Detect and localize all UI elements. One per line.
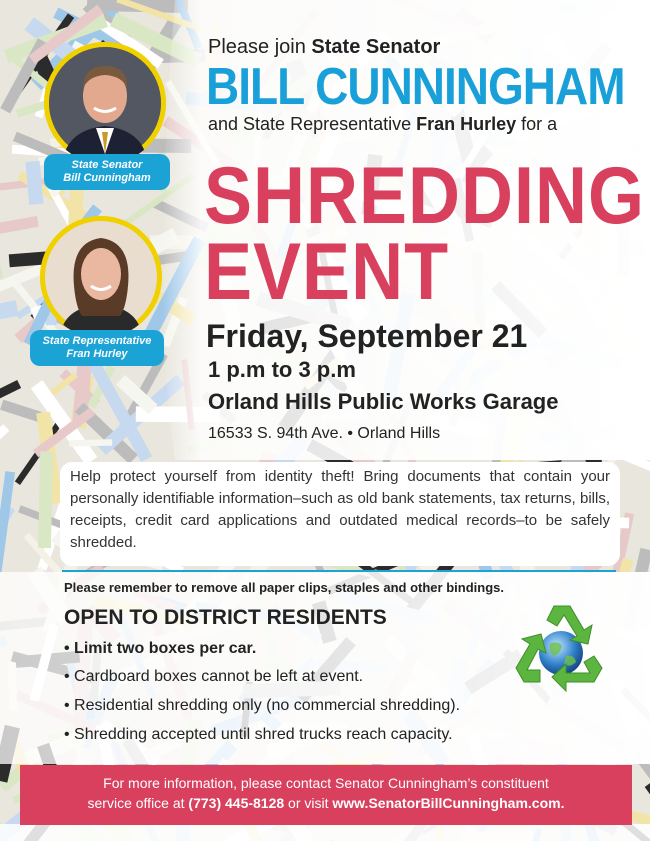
- rule-bullet-4: • Shredding accepted until shred trucks reach capacity.: [64, 726, 453, 743]
- reminder-text: Please remember to remove all paper clips, staples and other bindings.: [64, 580, 504, 595]
- footer-banner: [20, 765, 632, 825]
- senator-caption-title: State Senator: [71, 159, 143, 171]
- representative-line: [208, 114, 557, 135]
- shred-strip: [38, 451, 53, 548]
- event-title-line-2: EVENT: [204, 227, 450, 317]
- divider-rule: [62, 570, 616, 572]
- footer-line-2: [20, 793, 632, 813]
- footer-line-2-mid: or visit: [284, 795, 333, 811]
- representative-caption-title: State Representative: [42, 335, 152, 347]
- rep-name: Fran Hurley: [416, 114, 517, 134]
- recycle-globe-icon: [510, 598, 612, 700]
- footer-website-link[interactable]: www.SenatorBillCunningham.com.: [332, 795, 565, 811]
- rule-bullet-1: • Limit two boxes per car.: [64, 640, 257, 657]
- senator-caption-name: Bill Cunningham: [63, 172, 151, 184]
- rep-prefix: and State Representative: [208, 114, 417, 134]
- event-time: 1 p.m to 3 p.m: [208, 357, 356, 382]
- event-address: 16533 S. 94th Ave. • Orland Hills: [208, 425, 441, 442]
- event-venue: Orland Hills Public Works Garage: [208, 389, 559, 414]
- info-paragraph: Help protect yourself from identity theft! Bring documents that contain your personally identifiable information–such as old bank statements, tax returns, bills, receipts, credit card applications and outdated medical records–to be safely shredded.: [70, 468, 610, 551]
- info-paragraph-box: [60, 462, 620, 566]
- event-date: Friday, September 21: [206, 318, 528, 354]
- representative-caption-badge: [30, 330, 164, 366]
- rule-bullet-3: • Residential shredding only (no commercial shredding).: [64, 697, 461, 714]
- rule-bullet-2: • Cardboard boxes cannot be left at event.: [64, 668, 364, 685]
- representative-portrait: [40, 216, 162, 338]
- footer-line-1: For more information, please contact Senator Cunningham’s constituent: [103, 775, 549, 791]
- event-title-line-1: SHREDDING: [204, 151, 646, 241]
- footer-line-2-prefix: service office at: [87, 795, 189, 811]
- representative-caption-name: Fran Hurley: [66, 348, 128, 360]
- rep-suffix: for a: [516, 114, 558, 134]
- intro-prefix: Please join: [208, 36, 312, 58]
- senator-caption-badge: [44, 154, 170, 190]
- shred-strip: [69, 439, 112, 446]
- open-to-residents-heading: OPEN TO DISTRICT RESIDENTS: [64, 606, 387, 629]
- intro-title: State Senator: [311, 36, 441, 58]
- footer-phone: (773) 445-8128: [188, 795, 285, 811]
- senator-name-heading: BILL CUNNINGHAM: [206, 57, 625, 116]
- senator-portrait: [44, 42, 166, 164]
